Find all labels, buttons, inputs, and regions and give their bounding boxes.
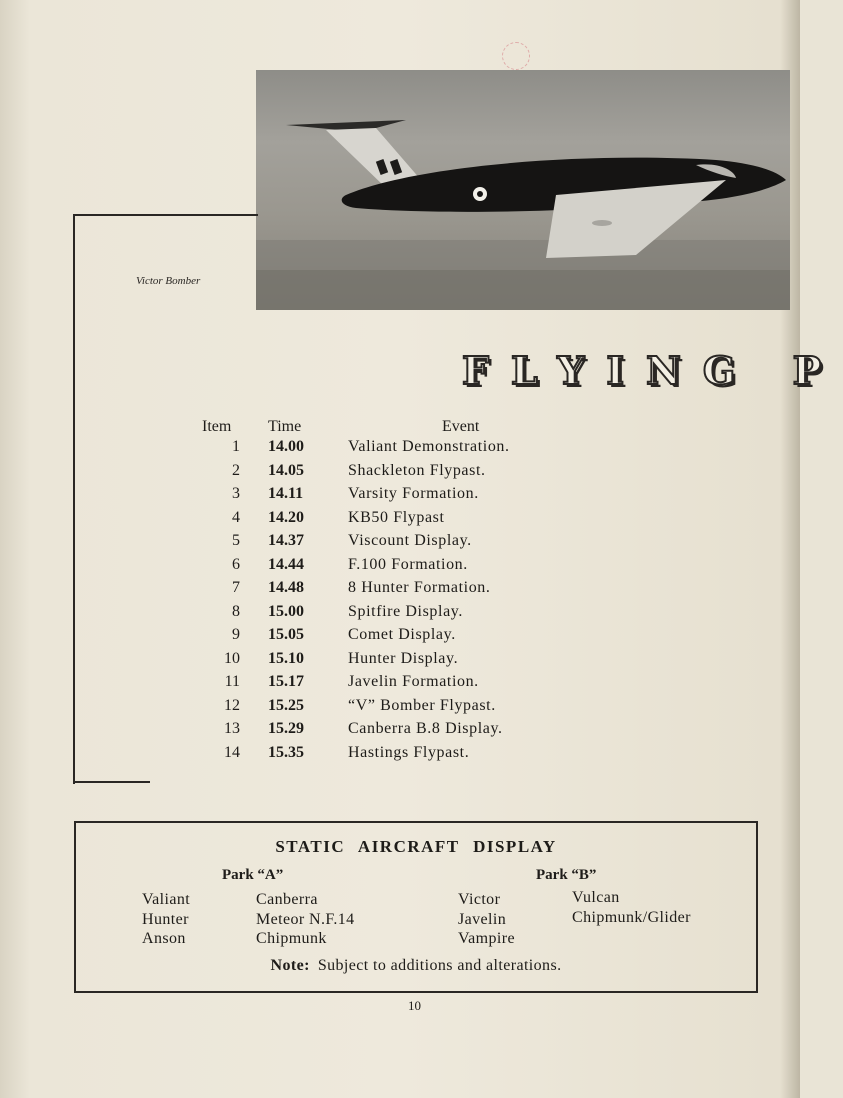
item-number: 9 <box>232 626 240 643</box>
park-a-aircraft: Meteor N.F.14 <box>256 911 355 928</box>
static-aircraft-display-box <box>74 821 758 993</box>
table-row <box>190 673 590 697</box>
park-a-aircraft: Hunter <box>142 911 189 928</box>
park-a-aircraft: Chipmunk <box>256 930 327 947</box>
table-row <box>190 744 590 768</box>
event-name: Spitfire Display. <box>348 602 463 620</box>
page-headline: FLYING P <box>462 348 843 393</box>
event-time: 14.20 <box>268 508 304 526</box>
static-display-title: STATIC AIRCRAFT DISPLAY <box>275 837 557 856</box>
park-a-aircraft: Valiant <box>142 891 191 908</box>
event-name: “V” Bomber Flypast. <box>348 696 496 714</box>
event-time: 14.37 <box>268 532 304 549</box>
page-number: 10 <box>408 998 421 1013</box>
event-name: Javelin Formation. <box>348 673 479 690</box>
event-time: 14.00 <box>268 438 304 455</box>
park-b-aircraft: Chipmunk/Glider <box>572 909 691 926</box>
photo-caption: Victor Bomber <box>136 275 201 287</box>
item-number: 3 <box>232 485 240 502</box>
item-number: 2 <box>232 461 240 479</box>
event-time: 15.17 <box>268 673 304 690</box>
bomber-illustration <box>256 70 790 310</box>
park-b-aircraft: Vampire <box>458 930 516 947</box>
event-time: 15.00 <box>268 602 304 620</box>
event-time: 15.25 <box>268 696 304 714</box>
park-a-aircraft: Anson <box>142 930 186 947</box>
event-time: 15.05 <box>268 626 304 643</box>
event-name: Viscount Display. <box>348 532 472 549</box>
item-number: 5 <box>232 532 240 549</box>
event-name: Shackleton Flypast. <box>348 461 486 479</box>
event-name: Canberra B.8 Display. <box>348 720 503 737</box>
item-number: 8 <box>232 602 240 620</box>
table-row <box>190 650 590 674</box>
item-number: 7 <box>232 579 240 596</box>
table-row <box>190 720 590 744</box>
table-row <box>190 697 590 721</box>
park-a-heading: Park “A” <box>222 867 284 883</box>
table-row <box>190 626 590 650</box>
header-time: Time <box>268 418 302 435</box>
display-note <box>76 957 756 975</box>
item-number: 10 <box>224 649 240 667</box>
note-label: Note: <box>270 957 310 974</box>
event-time: 15.35 <box>268 743 304 761</box>
item-number: 13 <box>224 720 240 737</box>
item-number: 1 <box>232 438 240 455</box>
event-time: 14.44 <box>268 555 304 573</box>
victor-bomber-photo <box>256 70 790 310</box>
event-time: 15.10 <box>268 649 304 667</box>
table-row <box>190 438 590 462</box>
note-text: Subject to additions and alterations. <box>317 957 562 974</box>
table-row <box>190 462 590 486</box>
flying-programme-table <box>190 418 590 767</box>
park-b-aircraft: Victor <box>458 891 501 908</box>
table-row <box>190 509 590 533</box>
frame-bottom-rule <box>73 781 150 783</box>
event-time: 14.48 <box>268 579 304 596</box>
event-name: KB50 Flypast <box>348 508 445 526</box>
header-event: Event <box>442 418 480 435</box>
table-row <box>190 579 590 603</box>
faint-stamp-mark <box>502 42 530 70</box>
item-number: 6 <box>232 555 240 573</box>
item-number: 14 <box>224 743 240 761</box>
event-name: Varsity Formation. <box>348 485 479 502</box>
park-b-aircraft: Javelin <box>458 911 507 928</box>
table-row <box>190 532 590 556</box>
event-name: Comet Display. <box>348 626 456 643</box>
park-a-aircraft: Canberra <box>256 891 318 908</box>
table-row <box>190 603 590 627</box>
event-time: 15.29 <box>268 720 304 737</box>
table-header-row <box>190 418 590 438</box>
event-name: Valiant Demonstration. <box>348 438 510 455</box>
park-b-heading: Park “B” <box>536 867 597 883</box>
event-name: Hunter Display. <box>348 649 459 667</box>
event-name: 8 Hunter Formation. <box>348 579 491 596</box>
item-number: 12 <box>224 696 240 714</box>
header-item: Item <box>202 418 232 435</box>
park-b-aircraft: Vulcan <box>572 889 620 906</box>
table-row <box>190 485 590 509</box>
event-time: 14.05 <box>268 461 304 479</box>
item-number: 4 <box>232 508 240 526</box>
event-name: Hastings Flypast. <box>348 743 470 761</box>
event-name: F.100 Formation. <box>348 555 468 573</box>
table-row <box>190 556 590 580</box>
event-time: 14.11 <box>268 485 304 502</box>
item-number: 11 <box>224 673 240 690</box>
